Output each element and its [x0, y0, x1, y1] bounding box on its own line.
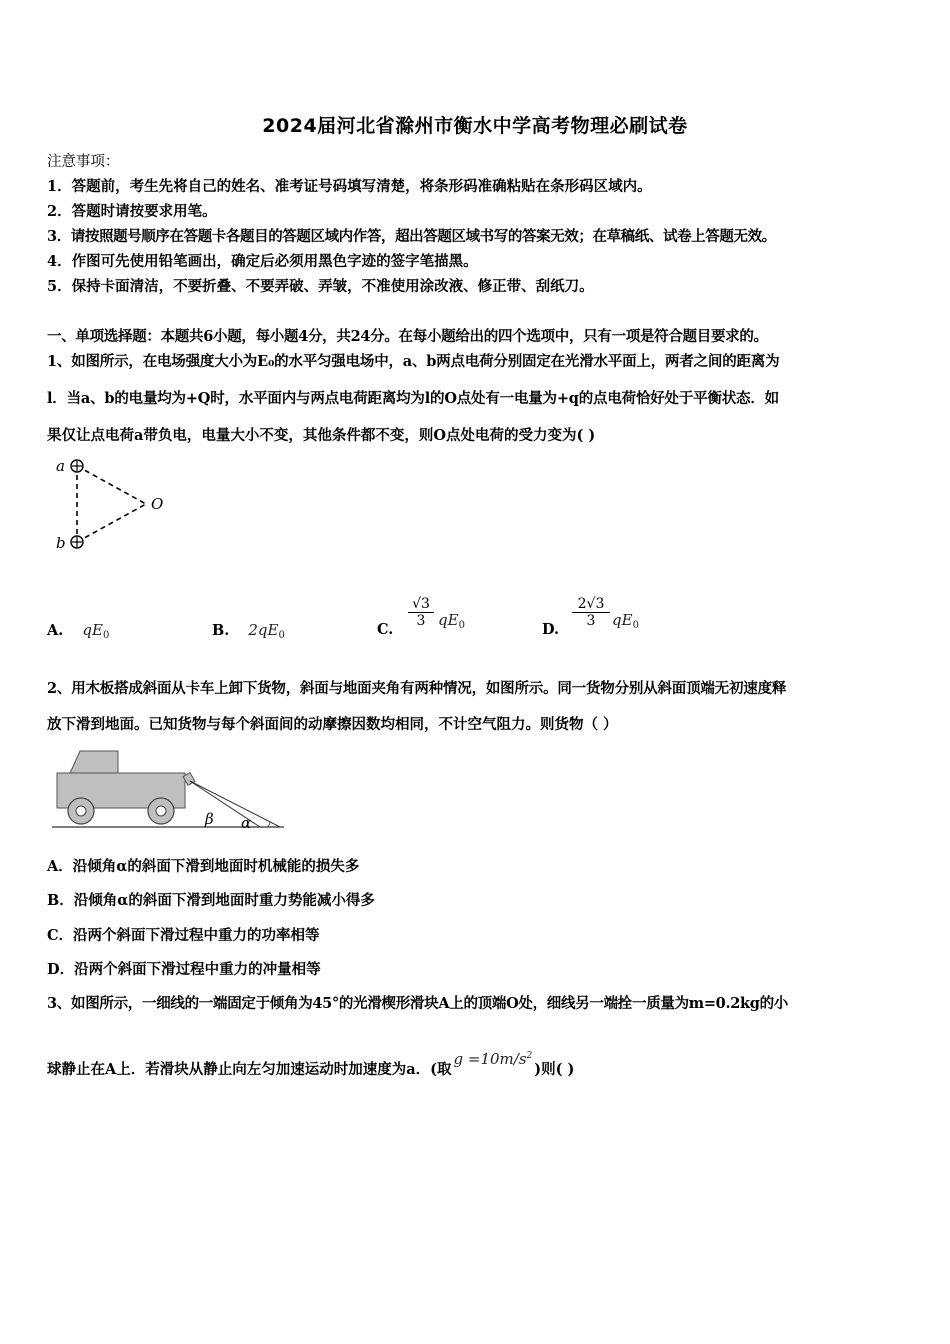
- q1-line-3: 果仅让点电荷a带负电，电量大小不变，其他条件都不变，则O点处电荷的受力变为( ): [47, 427, 596, 444]
- q2-line-1: 2、用木板搭成斜面从卡车上卸下货物，斜面与地面夹角有两种情况，如图所示。同一货物分别从斜面顶端无初速度释: [47, 680, 787, 697]
- q1-label-b: b: [56, 534, 66, 552]
- notice-item-4: 4．作图可先使用铅笔画出，确定后必须用黑色字迹的签字笔描黑。: [47, 253, 478, 270]
- notice-item-1: 1．答题前，考生先将自己的姓名、准考证号码填写清楚，将条形码准确粘贴在条形码区域内。: [47, 178, 652, 195]
- q1-option-a-label: A.: [47, 622, 64, 639]
- q1-label-o: O: [151, 495, 164, 513]
- q1-option-c-fraction: [408, 596, 434, 629]
- q1-option-a[interactable]: [47, 621, 109, 641]
- q2-figure: [52, 748, 287, 832]
- q2-option-b[interactable]: B．沿倾角α的斜面下滑到地面时重力势能减小得多: [47, 892, 375, 909]
- notice-item-2: 2．答题时请按要求用笔。: [47, 203, 217, 220]
- section-header: 一、单项选择题：本题共6小题，每小题4分，共24分。在每小题给出的四个选项中，只有一项是符合题目要求的。: [47, 328, 768, 345]
- q1-option-c-label: C.: [377, 621, 394, 638]
- q1-option-d[interactable]: [542, 621, 559, 638]
- q2-option-d[interactable]: D．沿两个斜面下滑过程中重力的冲量相等: [47, 961, 321, 978]
- q3-g-expr: g =10m/s: [453, 1050, 527, 1068]
- q2-label-alpha: α: [241, 814, 252, 832]
- q1-option-d-expr: qE: [612, 611, 633, 629]
- q1-option-d-fraction: [572, 596, 610, 629]
- page-title: 2024届河北省滁州市衡水中学高考物理必刷试卷: [262, 115, 688, 137]
- q1-option-c-num: √3: [408, 596, 434, 613]
- q1-option-c-sub: 0: [458, 620, 465, 631]
- q1-option-d-label: D.: [542, 621, 560, 638]
- q1-option-d-num: 2√3: [572, 596, 610, 613]
- q1-option-a-sub: 0: [102, 630, 110, 641]
- q1-option-c[interactable]: [377, 621, 393, 638]
- q2-option-a[interactable]: A．沿倾角α的斜面下滑到地面时机械能的损失多: [47, 858, 360, 875]
- q1-option-b[interactable]: [212, 621, 285, 641]
- q1-option-c-expr: qE: [438, 611, 459, 629]
- q1-option-b-expr: 2qE: [248, 621, 279, 639]
- q3-line-2-text-a: 球静止在A上．若滑块从静止向左匀加速运动时加速度为a．(取: [47, 1061, 452, 1078]
- q2-option-c[interactable]: C．沿两个斜面下滑过程中重力的功率相等: [47, 927, 320, 944]
- q2-label-beta: β: [205, 810, 214, 828]
- q2-line-2: 放下滑到地面。已知货物与每个斜面间的动摩擦因数均相同，不计空气阻力。则货物（ ）: [47, 716, 618, 733]
- q3-line-1: 3、如图所示，一细线的一端固定于倾角为45°的光滑楔形滑块A上的顶端O处，细线另一端拴一质量为m=0.2kg的小: [47, 995, 788, 1012]
- q3-g-sup: 2: [526, 1051, 533, 1061]
- q1-option-a-expr: qE: [82, 621, 103, 639]
- notice-item-3: 3．请按照题号顺序在答题卡各题目的答题区域内作答，超出答题区域书写的答案无效；在草稿纸、试卷上答题无效。: [47, 228, 776, 245]
- notice-heading: 注意事项：: [47, 154, 120, 170]
- q1-line-2: l．当a、b的电量均为+Q时，水平面内与两点电荷距离均为l的O点处有一电量为+q的点电荷恰好处于平衡状态．如: [47, 390, 779, 407]
- q1-label-a: a: [56, 457, 65, 475]
- notice-item-5: 5．保持卡面清洁，不要折叠、不要弄破、弄皱，不准使用涂改液、修正带、刮纸刀。: [47, 278, 594, 295]
- q1-option-d-den: 3: [586, 613, 596, 629]
- q1-option-d-sub: 0: [632, 620, 639, 631]
- q1-option-c-den: 3: [416, 613, 426, 629]
- q1-line-1: 1、如图所示，在电场强度大小为E₀的水平匀强电场中，a、b两点电荷分别固定在光滑水平面上，两者之间的距离为: [47, 353, 780, 370]
- q3-line-2-text-b: )则( ): [534, 1061, 575, 1078]
- q1-option-b-label: B.: [212, 622, 230, 639]
- q3-line-2: [47, 1050, 909, 1080]
- q1-option-b-sub: 0: [278, 630, 285, 641]
- q1-figure: [50, 455, 180, 550]
